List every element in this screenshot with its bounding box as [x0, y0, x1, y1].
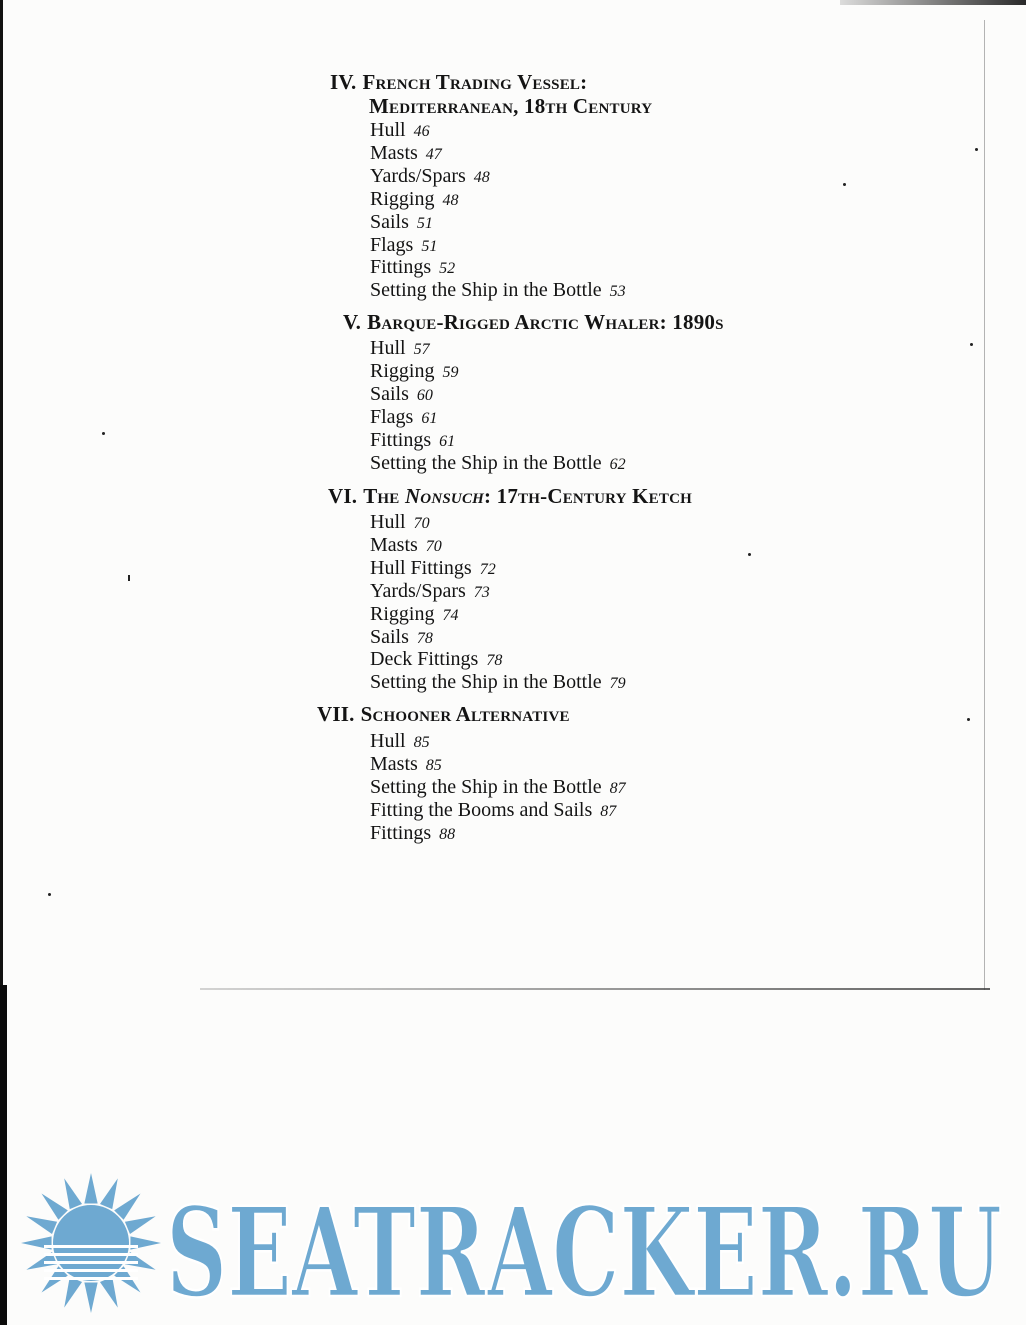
sun-icon — [20, 1172, 162, 1314]
sun-ray — [114, 1194, 140, 1220]
toc-entry — [370, 189, 626, 212]
toc-entry-label: Setting the Ship in the Bottle — [370, 671, 602, 694]
toc-entry — [370, 604, 626, 627]
sun-ray — [64, 1277, 82, 1308]
toc-page-number: 60 — [416, 386, 433, 404]
toc-entry — [370, 558, 626, 581]
toc-entry — [370, 338, 626, 361]
toc-entry — [370, 384, 626, 407]
toc-entry-label: Hull Fittings — [370, 556, 472, 579]
toc-page-number: 70 — [413, 515, 430, 532]
toc-page-number: 79 — [609, 675, 626, 693]
toc-entry-label: Hull — [370, 119, 406, 141]
section-numeral: VII. — [317, 702, 355, 726]
scan-speck — [748, 553, 751, 556]
section-heading-vi — [328, 484, 692, 508]
toc-entry-label: Fittings — [370, 428, 432, 451]
section-v-entries — [370, 338, 626, 475]
toc-page-number: 78 — [416, 629, 433, 647]
section-vi-entries — [370, 512, 626, 695]
toc-page-number: 61 — [439, 432, 456, 450]
scan-edge-right — [984, 20, 985, 990]
section-title-continued: Mediterranean, 18th Century — [369, 94, 653, 118]
toc-entry — [370, 754, 626, 777]
toc-page-number: 88 — [439, 825, 456, 843]
toc-entry — [370, 361, 626, 384]
sun-ray — [84, 1173, 97, 1204]
toc-entry — [370, 581, 626, 604]
toc-page-number: 51 — [416, 214, 433, 232]
toc-entry-label: Setting the Ship in the Bottle — [370, 775, 602, 798]
toc-entry-label: Masts — [370, 752, 418, 775]
toc-page-number: 72 — [479, 560, 496, 578]
section-title-suffix: : 17th-Century Ketch — [484, 484, 692, 508]
toc-page-number: 62 — [609, 455, 626, 473]
toc-page-number: 46 — [413, 123, 430, 140]
toc-entry — [370, 627, 626, 650]
scan-speck — [48, 893, 51, 896]
toc-page-number: 51 — [421, 237, 438, 255]
toc-entry-label: Yards/Spars — [370, 164, 466, 187]
toc-entry — [370, 212, 626, 235]
toc-entry — [370, 777, 626, 800]
sun-ray — [64, 1178, 82, 1209]
toc-entry-label: Masts — [370, 141, 418, 164]
toc-page-number: 53 — [609, 283, 626, 301]
scan-speck — [970, 343, 973, 346]
toc-entry — [370, 430, 626, 453]
sun-ray — [26, 1216, 57, 1234]
toc-entry-label: Fittings — [370, 256, 432, 279]
toc-entry-label: Sails — [370, 625, 409, 648]
scan-speck — [975, 148, 978, 151]
toc-entry-label: Rigging — [370, 187, 435, 210]
section-heading-iv — [330, 70, 652, 118]
toc-entry-label: Fitting the Booms and Sails — [370, 798, 593, 821]
toc-entry — [370, 120, 626, 143]
sun-ray — [42, 1194, 68, 1220]
toc-page-number: 70 — [425, 537, 442, 555]
toc-entry-label: Masts — [370, 533, 418, 556]
toc-entry-label: Flags — [370, 233, 414, 256]
section-title-ship-name: Nonsuch — [404, 484, 485, 508]
toc-entry-label: Setting the Ship in the Bottle — [370, 279, 602, 302]
watermark-logo-text — [162, 1192, 1007, 1304]
toc-entry — [370, 280, 626, 303]
scan-fold-line — [200, 988, 990, 990]
toc-entry — [370, 800, 626, 823]
toc-page-number: 74 — [442, 606, 459, 624]
toc-entry — [370, 731, 626, 754]
toc-page-number: 48 — [473, 168, 490, 186]
scan-speck — [102, 432, 105, 435]
toc-page-number: 87 — [609, 779, 626, 797]
section-iv-entries — [370, 120, 626, 303]
toc-page-number: 73 — [473, 583, 490, 601]
sun-ray — [100, 1277, 118, 1308]
toc-entry-label: Hull — [370, 337, 406, 359]
toc-entry — [370, 453, 626, 476]
toc-entry — [370, 235, 626, 258]
toc-entry — [370, 535, 626, 558]
toc-entry — [370, 823, 626, 846]
scan-speck — [843, 183, 846, 186]
scan-smudge-top — [840, 0, 1026, 5]
toc-entry-label: Flags — [370, 405, 414, 428]
toc-entry-label: Hull — [370, 730, 406, 752]
toc-page-number: 61 — [421, 409, 438, 427]
section-title: Barque-Rigged Arctic Whaler: 1890s — [367, 310, 724, 334]
watermark-text: SEATRACKER.RU — [166, 1192, 1002, 1304]
toc-entry — [370, 512, 626, 535]
toc-page-number: 85 — [413, 734, 430, 751]
section-heading-v — [343, 310, 724, 334]
toc-entry-label: Fittings — [370, 821, 432, 844]
section-title: French Trading Vessel: — [362, 70, 588, 94]
toc-entry — [370, 257, 626, 280]
section-numeral: VI. — [328, 484, 358, 508]
section-title-prefix: The — [363, 484, 400, 508]
sun-ray — [100, 1178, 118, 1209]
toc-page-number: 85 — [425, 756, 442, 774]
toc-page-number: 47 — [425, 145, 442, 163]
sun-ray — [84, 1282, 97, 1313]
toc-entry-label: Setting the Ship in the Bottle — [370, 451, 602, 474]
toc-entry — [370, 166, 626, 189]
toc-entry-label: Hull — [370, 511, 406, 533]
section-numeral: V. — [343, 310, 362, 334]
toc-entry-label: Sails — [370, 382, 409, 405]
toc-entry-label: Sails — [370, 210, 409, 233]
toc-page-number: 52 — [439, 260, 456, 278]
toc-page-number: 87 — [600, 802, 617, 820]
toc-entry-label: Deck Fittings — [370, 648, 479, 671]
toc-entry — [370, 649, 626, 672]
section-title: Schooner Alternative — [360, 702, 570, 726]
toc-page-number: 57 — [413, 341, 430, 358]
toc-page-number: 59 — [442, 363, 459, 381]
toc-entry — [370, 672, 626, 695]
toc-entry-label: Rigging — [370, 602, 435, 625]
section-vii-entries — [370, 731, 626, 846]
toc-entry — [370, 407, 626, 430]
toc-entry-label: Rigging — [370, 359, 435, 382]
toc-entry — [370, 143, 626, 166]
scan-speck — [128, 575, 130, 581]
toc-page-number: 48 — [442, 191, 459, 209]
toc-page-number: 78 — [486, 652, 503, 670]
toc-entry-label: Yards/Spars — [370, 579, 466, 602]
sun-ray — [125, 1216, 156, 1234]
section-heading-vii — [317, 702, 570, 726]
scan-speck — [967, 718, 970, 721]
scan-edge-left-shadow — [0, 985, 7, 1325]
section-numeral: IV. — [330, 70, 357, 94]
